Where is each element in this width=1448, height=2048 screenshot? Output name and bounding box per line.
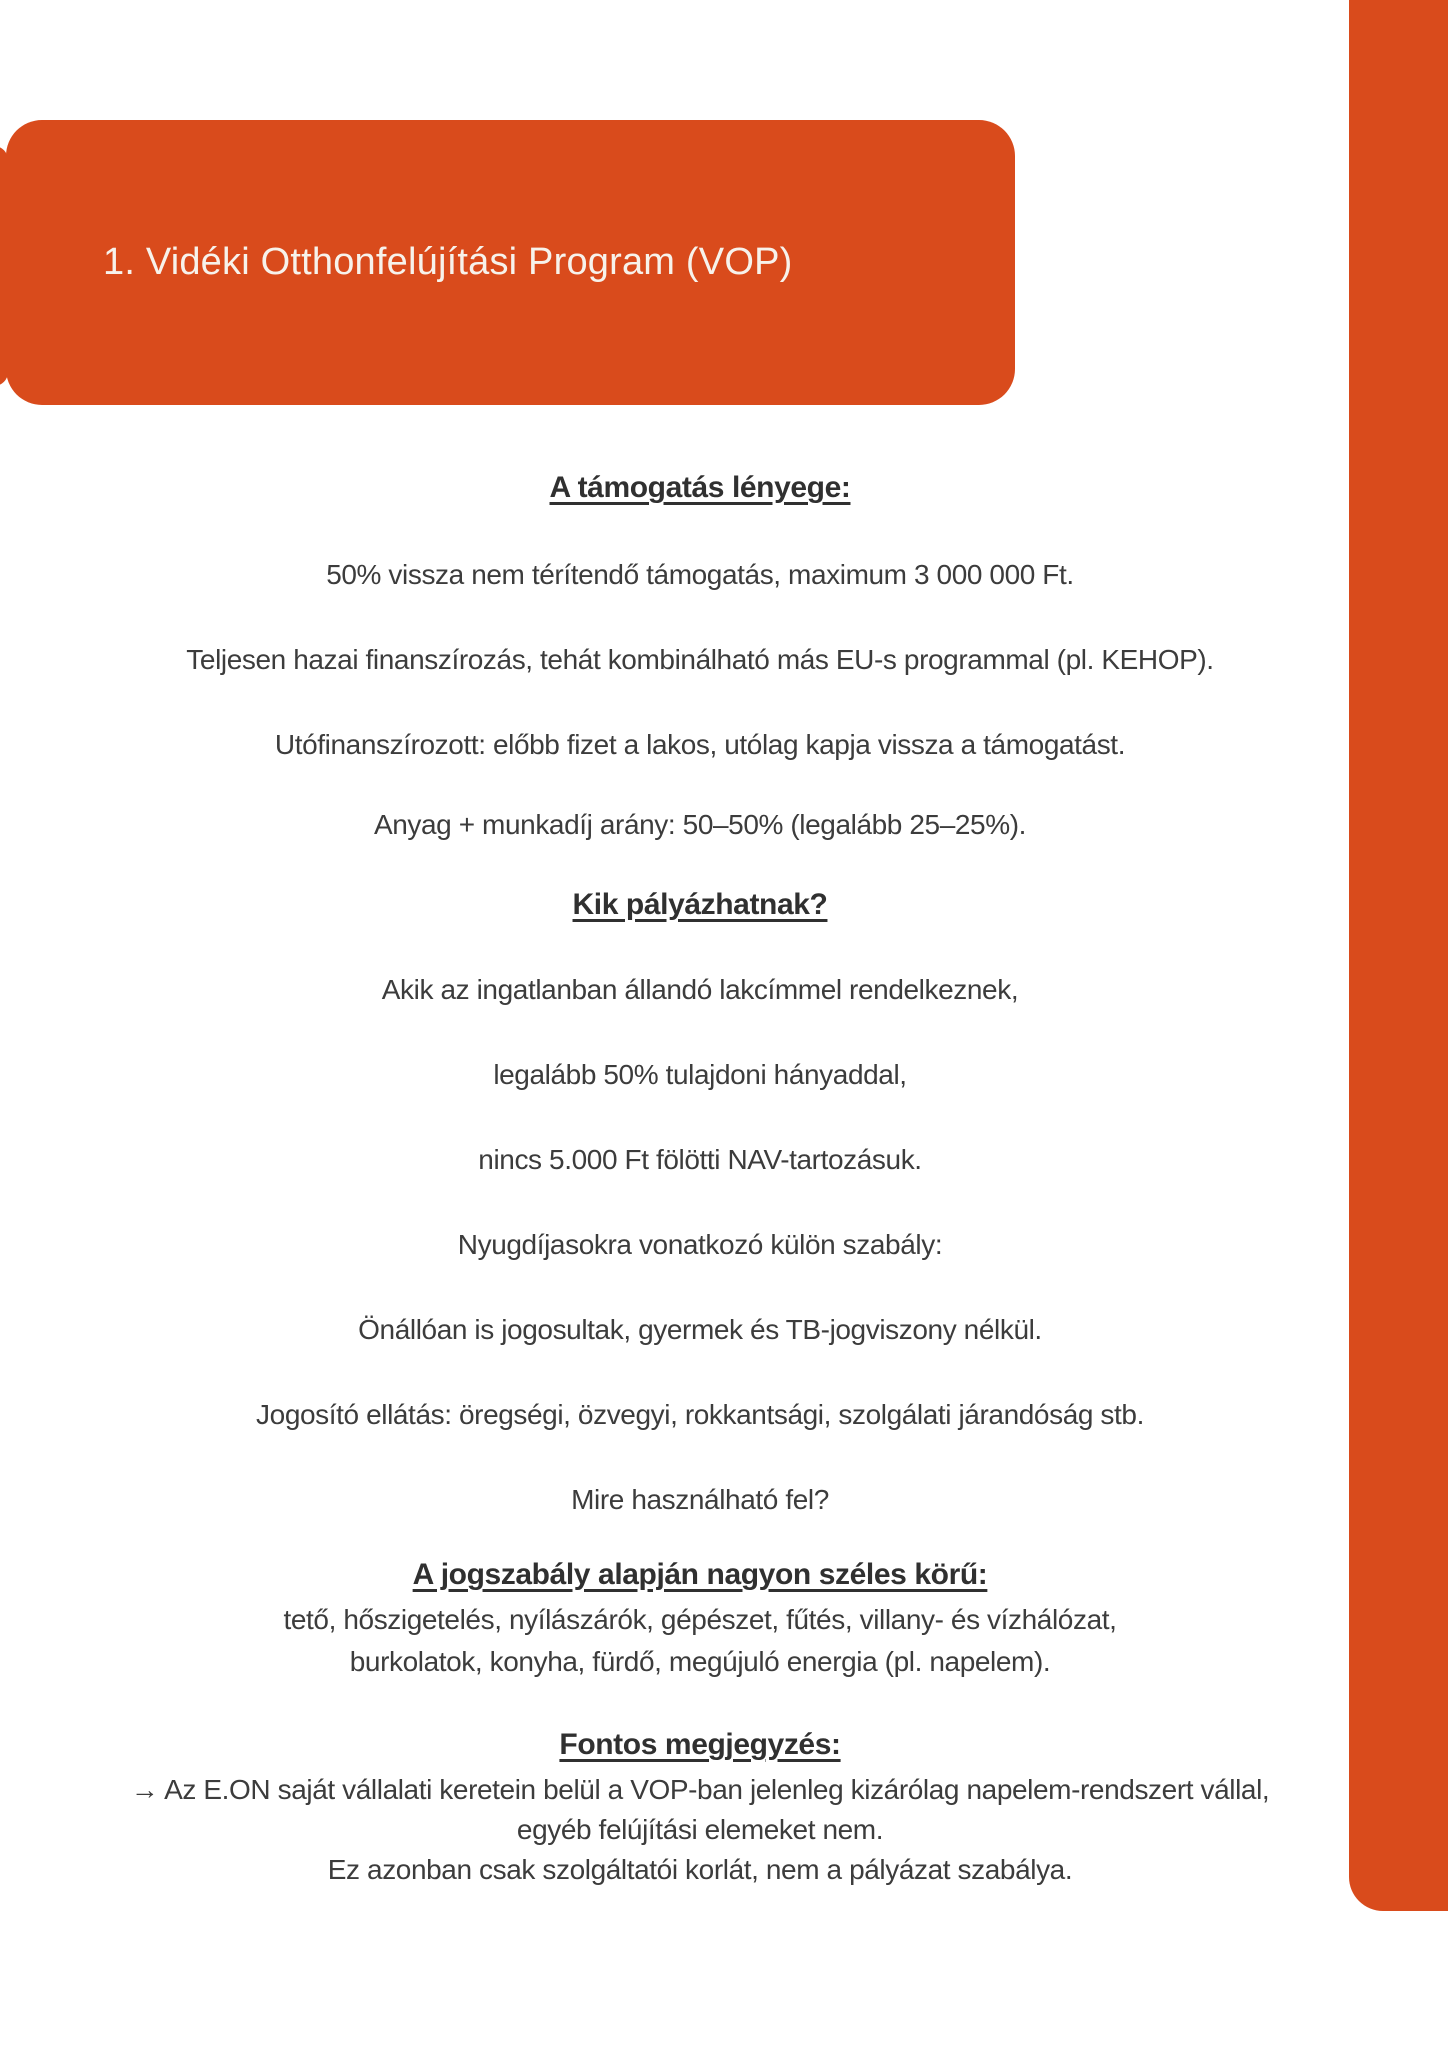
paragraph: Jogosító ellátás: öregségi, özvegyi, rokkantsági, szolgálati járandóság stb. xyxy=(256,1399,1144,1430)
paragraph: nincs 5.000 Ft fölötti NAV-tartozásuk. xyxy=(478,1144,922,1175)
paragraph: 50% vissza nem térítendő támogatás, maximum 3 000 000 Ft. xyxy=(326,559,1074,590)
right-accent-bar xyxy=(1349,0,1448,1911)
section-heading-important-note: Fontos megjegyzés: xyxy=(559,1728,841,1761)
paragraph: Nyugdíjasokra vonatkozó külön szabály: xyxy=(457,1229,943,1260)
content-area xyxy=(78,405,1322,1890)
header-banner xyxy=(6,120,1015,405)
paragraph: Önállóan is jogosultak, gyermek és TB-jogviszony nélkül. xyxy=(358,1314,1042,1345)
paragraph: Akik az ingatlanban állandó lakcímmel rendelkeznek, xyxy=(381,974,1019,1005)
paragraph: Teljesen hazai finanszírozás, tehát kombinálható más EU-s programmal (pl. KEHOP). xyxy=(186,644,1214,675)
paragraph: Ez azonban csak szolgáltatói korlát, nem a pályázat szabálya. xyxy=(327,1854,1073,1885)
paragraph: Utófinanszírozott: előbb fizet a lakos, utólag kapja vissza a támogatást. xyxy=(274,729,1126,760)
paragraph: legalább 50% tulajdoni hányaddal, xyxy=(493,1059,907,1090)
section-heading-who-can-apply: Kik pályázhatnak? xyxy=(572,888,828,921)
paragraph-usage-question: Mire használható fel? xyxy=(571,1484,829,1515)
section-heading-support-essence: A támogatás lényege: xyxy=(549,471,851,504)
section-heading-scope: A jogszabály alapján nagyon széles körű: xyxy=(412,1558,988,1591)
page-title: 1. Vidéki Otthonfelújítási Program (VOP) xyxy=(103,240,793,283)
paragraph: Anyag + munkadíj arány: 50–50% (legalább 25–25%). xyxy=(373,809,1027,840)
paragraph: tető, hőszigetelés, nyílászárók, gépészet, fűtés, villany- és vízhálózat, xyxy=(283,1604,1117,1635)
paragraph: egyéb felújítási elemeket nem. xyxy=(516,1814,884,1845)
paragraph: burkolatok, konyha, fürdő, megújuló energia (pl. napelem). xyxy=(349,1646,1051,1677)
paragraph-eon-note: → Az E.ON saját vállalati keretein belül a VOP-ban jelenleg kizárólag napelem-rendszert vállal, xyxy=(130,1774,1270,1805)
